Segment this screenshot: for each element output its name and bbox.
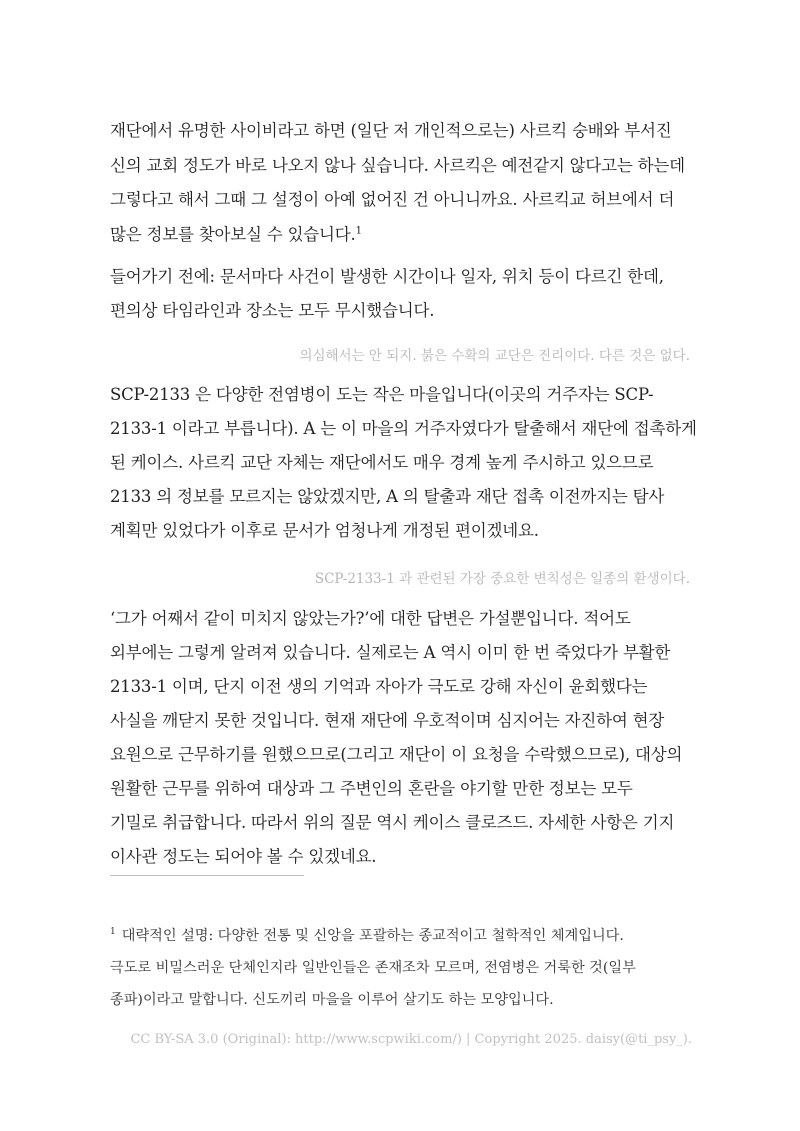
answer-paragraph: ‘그가 어째서 같이 미치지 않았는가?’에 대한 답변은 가설뿐입니다. 적어도 외부에는 그렇게 알려져 있습니다. 실제로는 A 역시 이미 한 번 죽었다가 부활한 2133-1 이며, 단지 이전 생의 기억과 자아가 극도로 강해 자신이 윤회했다는 사실을 깨닫지 못한 것입니다. 현재 재단에 우호적이며 심지어는 자진하여 현장 요원으로 근무하기를 원했으므로(그리고 재단이 이 요청을 수락했으므로), 대상의 원활한 근무를 위하여 대상과 그 주변인의 혼란을 야기할 만한 정보는 모두 기밀로 취급합니다. 따라서 위의 질문 역시 케이스 클로즈드. 자세한 사항은 기지 이사관 정도는 되어야 볼 수 있겠네요. (110, 609, 683, 866)
footnote-divider (110, 875, 304, 876)
epigraph-quote-2: SCP-2133-1 과 관련된 가장 중요한 변칙성은 일종의 환생이다. (314, 571, 690, 587)
intro-paragraph (110, 114, 700, 252)
scp-2133-paragraph: SCP-2133 은 다양한 전염병이 도는 작은 마을입니다(이곳의 거주자는 SCP- 2133-1 이라고 부릅니다). A 는 이 마을의 거주자였다가 탈출해서 재단에 접촉하게 된 케이스. 사르킥 교단 자체는 재단에서도 매우 경계 높게 주시하고 있으므로 2133 의 정보를 모르지는 않았겠지만, A 의 탈출과 재단 접촉 이전까지는 탐사 계획만 있었다가 이후로 문서가 엄청나게 개정된 편이겠네요. (110, 385, 697, 540)
preface-paragraph: 들어가기 전에: 문서마다 사건이 발생한 시간이나 일자, 위치 등이 다르긴 한데, 편의상 타임라인과 장소는 모두 무시했습니다. (110, 267, 664, 320)
license-footer: CC BY-SA 3.0 (Original): http://www.scpwiki.com/) | Copyright 2025. daisy(@ti_psy_). (130, 1032, 692, 1047)
footnote (110, 920, 700, 1016)
epigraph-quote-1: 의심해서는 안 되지. 붉은 수확의 교단은 진리이다. 다른 것은 없다. (299, 348, 690, 364)
footnote-reference[interactable]: 1 (355, 225, 362, 236)
intro-paragraph-text: 재단에서 유명한 사이비라고 하면 (일단 저 개인적으로는) 사르킥 숭배와 부서진 신의 교회 정도가 바로 나오지 않나 싶습니다. 사르킥은 예전같지 않다고는 하는데 그렇다고 해서 그때 그 설정이 아예 없어진 건 아니니까요. 사르킥교 허브에서 더 많은 정보를 찾아보실 수 있습니다. (110, 121, 685, 244)
footnote-text: 대략적인 설명: 다양한 전통 및 신앙을 포괄하는 종교적이고 철학적인 체계입니다. 극도로 비밀스러운 단체인지라 일반인들은 존재조차 모르며, 전염병은 거룩한 것(일부 종파)이라고 말합니다. 신도끼리 마을을 이루어 살기도 하는 모양입니다. (110, 928, 636, 1008)
footnote-marker: 1 (110, 927, 116, 938)
